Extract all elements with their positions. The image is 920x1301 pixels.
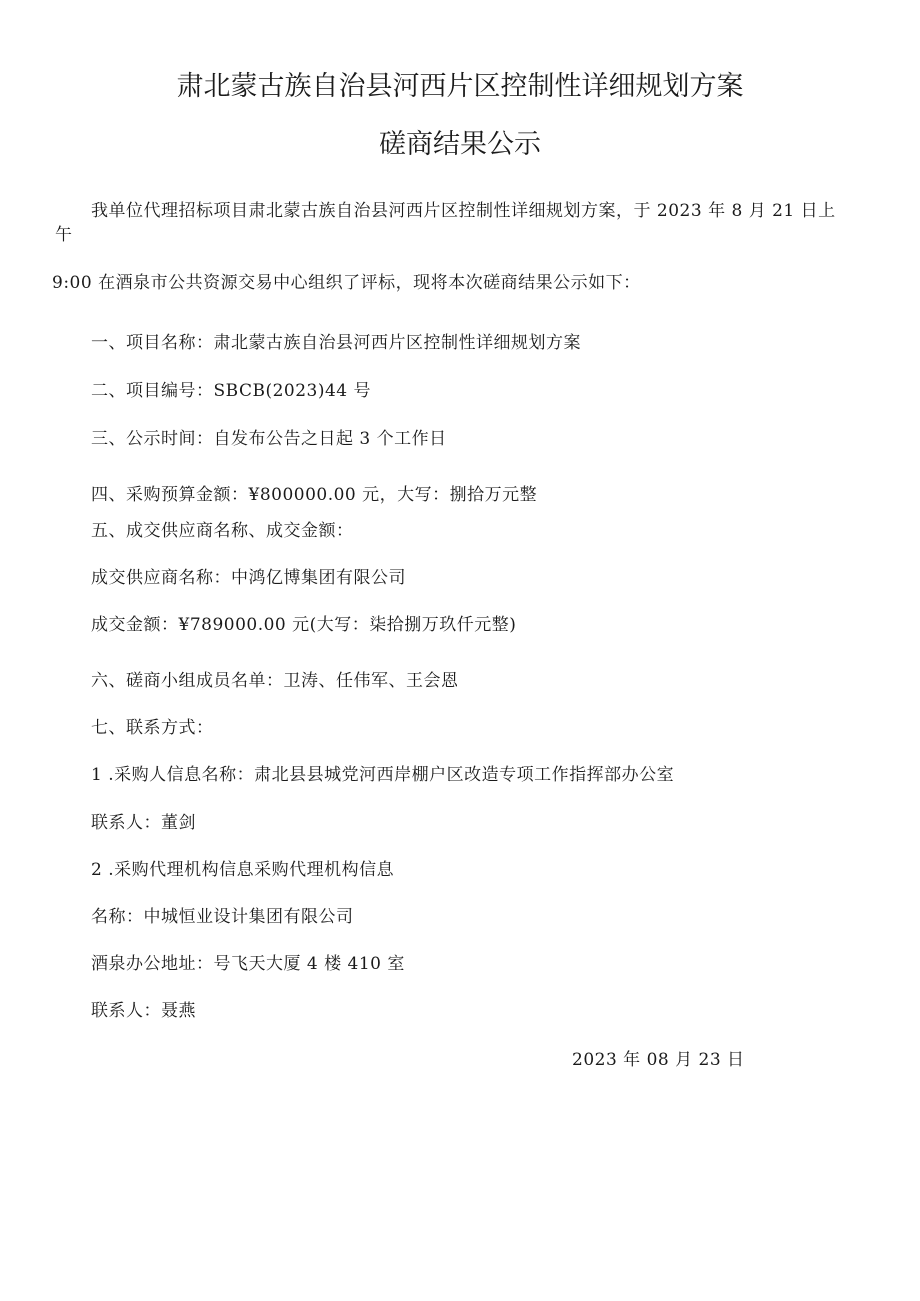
document-title: 肃北蒙古族自治县河西片区控制性详细规划方案 (176, 71, 744, 102)
agency-address: 酒泉办公地址：号飞天大厦 4 楼 410 室 (91, 954, 405, 974)
document-subtitle: 磋商结果公示 (379, 129, 541, 160)
intro-paragraph-wrap: 午 (55, 225, 73, 245)
agency-info-heading: 2 .采购代理机构信息采购代理机构信息 (91, 860, 395, 880)
agency-name: 名称：中城恒业设计集团有限公司 (91, 907, 354, 927)
item-panel-members: 六、磋商小组成员名单：卫涛、任伟军、王会恩 (91, 671, 459, 691)
item-contacts-heading: 七、联系方式： (91, 718, 214, 738)
item-project-name: 一、项目名称：肃北蒙古族自治县河西片区控制性详细规划方案 (91, 333, 581, 353)
intro-paragraph-line2: 9:00 在酒泉市公共资源交易中心组织了评标，现将本次磋商结果公示如下： (52, 273, 641, 293)
deal-amount: 成交金额：¥789000.00 元(大写：柒拾捌万玖仟元整) (91, 615, 517, 635)
purchaser-contact-person: 联系人：董剑 (91, 813, 196, 833)
purchaser-info: 1 .采购人信息名称：肃北县县城党河西岸棚户区改造专项工作指挥部办公室 (91, 765, 675, 785)
item-supplier-heading: 五、成交供应商名称、成交金额： (91, 521, 354, 541)
item-notice-period: 三、公示时间：自发布公告之日起 3 个工作日 (91, 429, 447, 449)
item-budget: 四、采购预算金额：¥800000.00 元，大写：捌拾万元整 (91, 485, 538, 505)
document-date: 2023 年 08 月 23 日 (572, 1050, 745, 1070)
agency-contact-person: 联系人：聂燕 (91, 1001, 196, 1021)
intro-paragraph-line1: 我单位代理招标项目肃北蒙古族自治县河西片区控制性详细规划方案，于 2023 年 8 月 21 日上 (91, 201, 836, 221)
item-project-number: 二、项目编号：SBCB(2023)44 号 (91, 381, 372, 401)
supplier-name: 成交供应商名称：中鸿亿博集团有限公司 (91, 568, 406, 588)
